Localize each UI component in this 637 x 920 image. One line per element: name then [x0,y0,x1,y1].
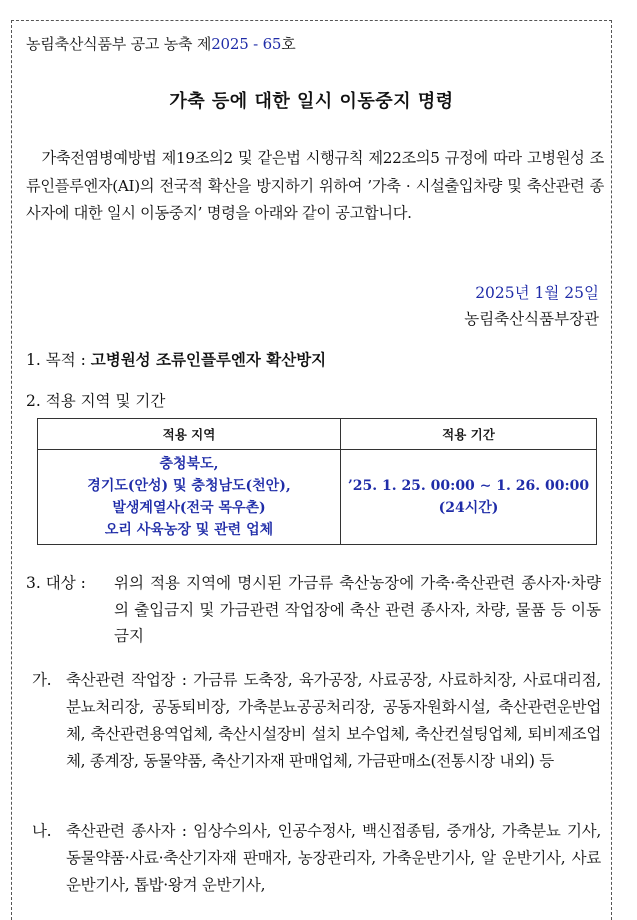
table-row [38,450,597,545]
table-header-row [38,419,597,450]
list-item-marker: 가. [32,671,52,689]
notice-number-line [26,33,296,54]
period-cell [341,450,597,545]
notice-document [11,20,612,920]
notice-prefix: 농림축산식품부 공고 농축 제 [26,35,212,53]
notice-suffix: 호 [281,35,296,53]
list-item-text: 축산관련 작업장 : 가금류 도축장, 육가공장, 사료공장, 사료하치장, 사료대리점, 분뇨처리장, 공동퇴비장, 가축분뇨공공처리장, 공동자원화시설, 축산관련운반업체, 축산관련용역업체, 축산시설장비 설치 보수업체, 축산컨설팅업체, 퇴비제조업체, 종계장, 동물약품, 축산기자재 판매업체, 가금판매소(전통시장 내외) 등 [66,671,601,770]
intro-paragraph [26,145,604,228]
section-target-label: 3. 대상 : [26,574,86,592]
issue-date: 2025년 1월 25일 [475,284,599,302]
region-period-table [37,418,597,545]
region-line: 오리 사육농장 및 관련 업체 [104,522,274,538]
section-target-content: 위의 적용 지역에 명시된 가금류 축산농장에 가축·축산관련 종사자·차량의 출입금지 및 가금관련 작업장에 축산 관련 종사자, 차량, 물품 등 이동 금지 [114,574,601,645]
list-item-marker: 나. [32,822,52,840]
list-item-text: 축산관련 종사자 : 임상수의사, 인공수정사, 백신접종팀, 중개상, 가축분뇨 기사, 동물약품·사료·축산기자재 판매자, 농장관리자, 가축운반기사, 알 운반기사, 사료운반기사, 톱밥·왕겨 운반기사, [66,822,601,894]
region-line: 경기도(안성) 및 충청남도(천안), [87,478,291,494]
region-cell [38,450,341,545]
period-line: (24시간) [438,500,499,516]
section-purpose [26,348,326,370]
section-region-period-heading: 2. 적용 지역 및 기간 [26,392,166,410]
region-line: 발생계열사(전국 목우촌) [112,500,266,516]
period-line: ’25. 1. 25. 00:00 ∼ 1. 26. 00:00 [347,478,590,494]
document-title: 가축 등에 대한 일시 이동중지 명령 [169,91,454,112]
region-line: 충청북도, [159,456,219,472]
section-purpose-label: 1. 목적 : [26,351,91,369]
section-purpose-content: 고병원성 조류인플루엔자 확산방지 [90,350,327,369]
intro-text: 가축전염병예방법 제19조의2 및 같은법 시행규칙 제22조의5 규정에 따라 고병원성 조류인플루엔자(AI)의 전국적 확산을 방지하기 위하여 ’가축 · 시설출입차량 및 축산관련 종사자에 대한 일시 이동중지’ 명령을 아래와 같이 공고합니다. [26,149,604,222]
table-header-period: 적용 기간 [341,419,597,450]
notice-number: 2025 - 65 [211,35,282,53]
section-target [26,570,601,645]
issuing-authority: 농림축산식품부장관 [464,310,599,328]
table-header-region: 적용 지역 [38,419,341,450]
